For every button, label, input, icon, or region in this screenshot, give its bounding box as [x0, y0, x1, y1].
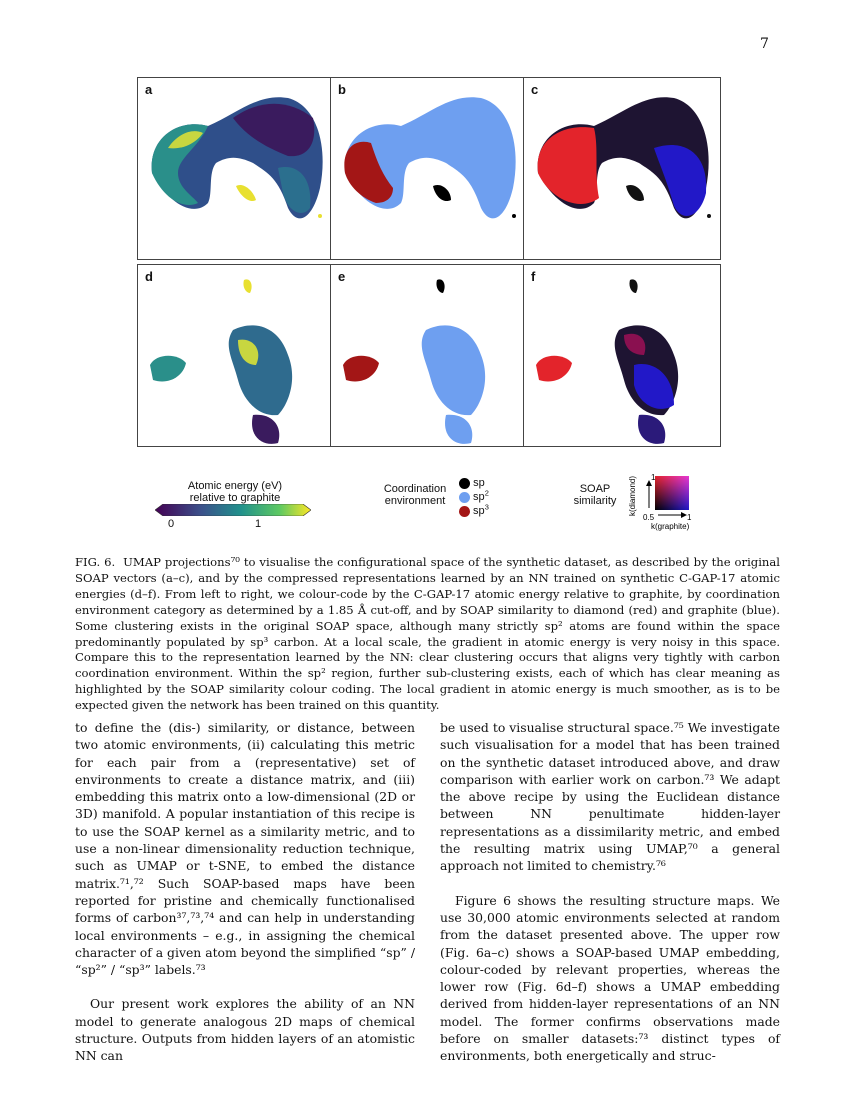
- soap-legend-title: SOAP similarity: [573, 483, 617, 507]
- panel-label: a: [145, 82, 153, 97]
- paragraph: Our present work explores the ability of an NN model to generate analogous 2D maps of chemical structure. Outputs from hidden layers of an atomistic NN can: [75, 996, 415, 1064]
- right-column: [440, 719, 780, 1065]
- soap-similarity-map: [625, 470, 705, 532]
- umap-nn-coordination: [331, 265, 527, 447]
- sp-marker: [459, 478, 470, 489]
- panel-c: [523, 77, 721, 260]
- paragraph: to define the (dis-) similarity, or distance, between two atomic environments, (ii) calculating this metric for each pair from a (representative) set of environments to create a distance matrix, and (iii) embedding this matrix onto a low-dimensional (2D or 3D) manifold. A popular instantiation of this recipe is to use the SOAP kernel as a similarity metric, and to use a non-linear dimensionality reduction technique, such as UMAP or t-SNE, to embed the distance matrix.⁷¹,⁷² Such SOAP-based maps have been reported for pristine and chemically functionalised forms of carbon³⁷,⁷³,⁷⁴ and can help in understanding local environments – e.g., in assigning the chemical character of a given atom beyond the simplified “sp” / “sp²” / “sp³” labels.⁷³: [75, 720, 415, 978]
- umap-nn-similarity: [524, 265, 720, 447]
- caption-text: UMAP projections⁷⁰ to visualise the configurational space of the synthetic dataset, as described by the original SOAP vectors (a–c), and by the compressed representations learned by an NN trained on synthetic C-GAP-17 atomic energies (d–f). From left to right, we colour-code by the C-GAP-17 atomic energy relative to graphite, by coordination environment category as determined by a 1.85 Å cut-off, and by SOAP similarity to diamond (red) and graphite (blue). Some clustering exists in the original SOAP space, although many strictly sp² atoms are found within the space predominantly populated by sp³ carbon. At a local scale, the gradient in atomic energy is very noisy in this space. Compare this to the representation learned by the NN: clear clustering occurs that aligns very tightly with carbon coordination environment. Within the sp² region, further sub-clustering exists, each of which has clear meaning as highlighted by the SOAP similarity colour coding. The local gradient in atomic energy is much smoother, as is to be expected given the network has been trained on this quantity.: [75, 555, 780, 713]
- legend-sp: sp: [459, 477, 485, 489]
- panel-label: b: [338, 82, 346, 97]
- legend-sp3: $sp^3$: [459, 505, 489, 517]
- panel-a: [137, 77, 335, 260]
- soap-x-label: k(graphite): [651, 522, 690, 531]
- paragraph: Figure 6 shows the resulting structure maps. We use 30,000 atomic environments selected at random from the dataset presented above. The upper row (Fig. 6a–c) shows a SOAP-based UMAP embedding, colour-coded by relevant properties, whereas the lower row (Fig. 6d–f) shows a UMAP embedding derived from hidden-layer representations of an NN model. The former confirms observations made before on smaller datasets:⁷³ distinct types of environments, both energetically and struc-: [440, 892, 780, 1064]
- caption-label: FIG. 6.: [75, 555, 116, 569]
- sp2-marker: [459, 492, 470, 503]
- panel-label: e: [338, 269, 346, 284]
- soap-y-label: k(diamond): [628, 475, 637, 516]
- figure-caption: [75, 555, 780, 714]
- panel-label: c: [531, 82, 539, 97]
- energy-legend-title: Atomic energy (eV) relative to graphite: [187, 480, 283, 504]
- panel-label: d: [145, 269, 153, 284]
- panel-e: [330, 264, 528, 447]
- coordination-legend-title: Coordination environment: [383, 483, 447, 507]
- umap-soap-energy: [138, 78, 334, 259]
- energy-tick-0: 0: [168, 518, 175, 530]
- soap-x-tick-left: 0.5: [643, 513, 655, 522]
- sp3-marker: [459, 506, 470, 517]
- panel-f: [523, 264, 721, 447]
- panel-d: [137, 264, 335, 447]
- umap-nn-energy: [138, 265, 334, 447]
- page-number: 7: [760, 36, 769, 52]
- umap-soap-similarity: [524, 78, 720, 259]
- energy-colorbar: [155, 504, 311, 516]
- left-column: [75, 719, 415, 1065]
- panel-b: [330, 77, 528, 260]
- panel-label: f: [531, 269, 536, 284]
- soap-x-tick-right: 1: [687, 513, 692, 522]
- umap-soap-coordination: [331, 78, 527, 259]
- energy-tick-1: 1: [255, 518, 262, 530]
- legend-sp2: $sp^2$: [459, 491, 489, 503]
- paragraph: be used to visualise structural space.⁷⁵ We investigate such visualisation for a model that has been trained on the synthetic dataset introduced above, and draw comparison with earlier work on carbon.⁷³ We adapt the above recipe by using the Euclidean distance between NN penultimate hidden-layer representations as a dissimilarity metric, and embed the resulting matrix using UMAP,⁷⁰ a general approach not limited to chemistry.⁷⁶: [440, 720, 780, 874]
- soap-y-tick: 1: [651, 473, 656, 482]
